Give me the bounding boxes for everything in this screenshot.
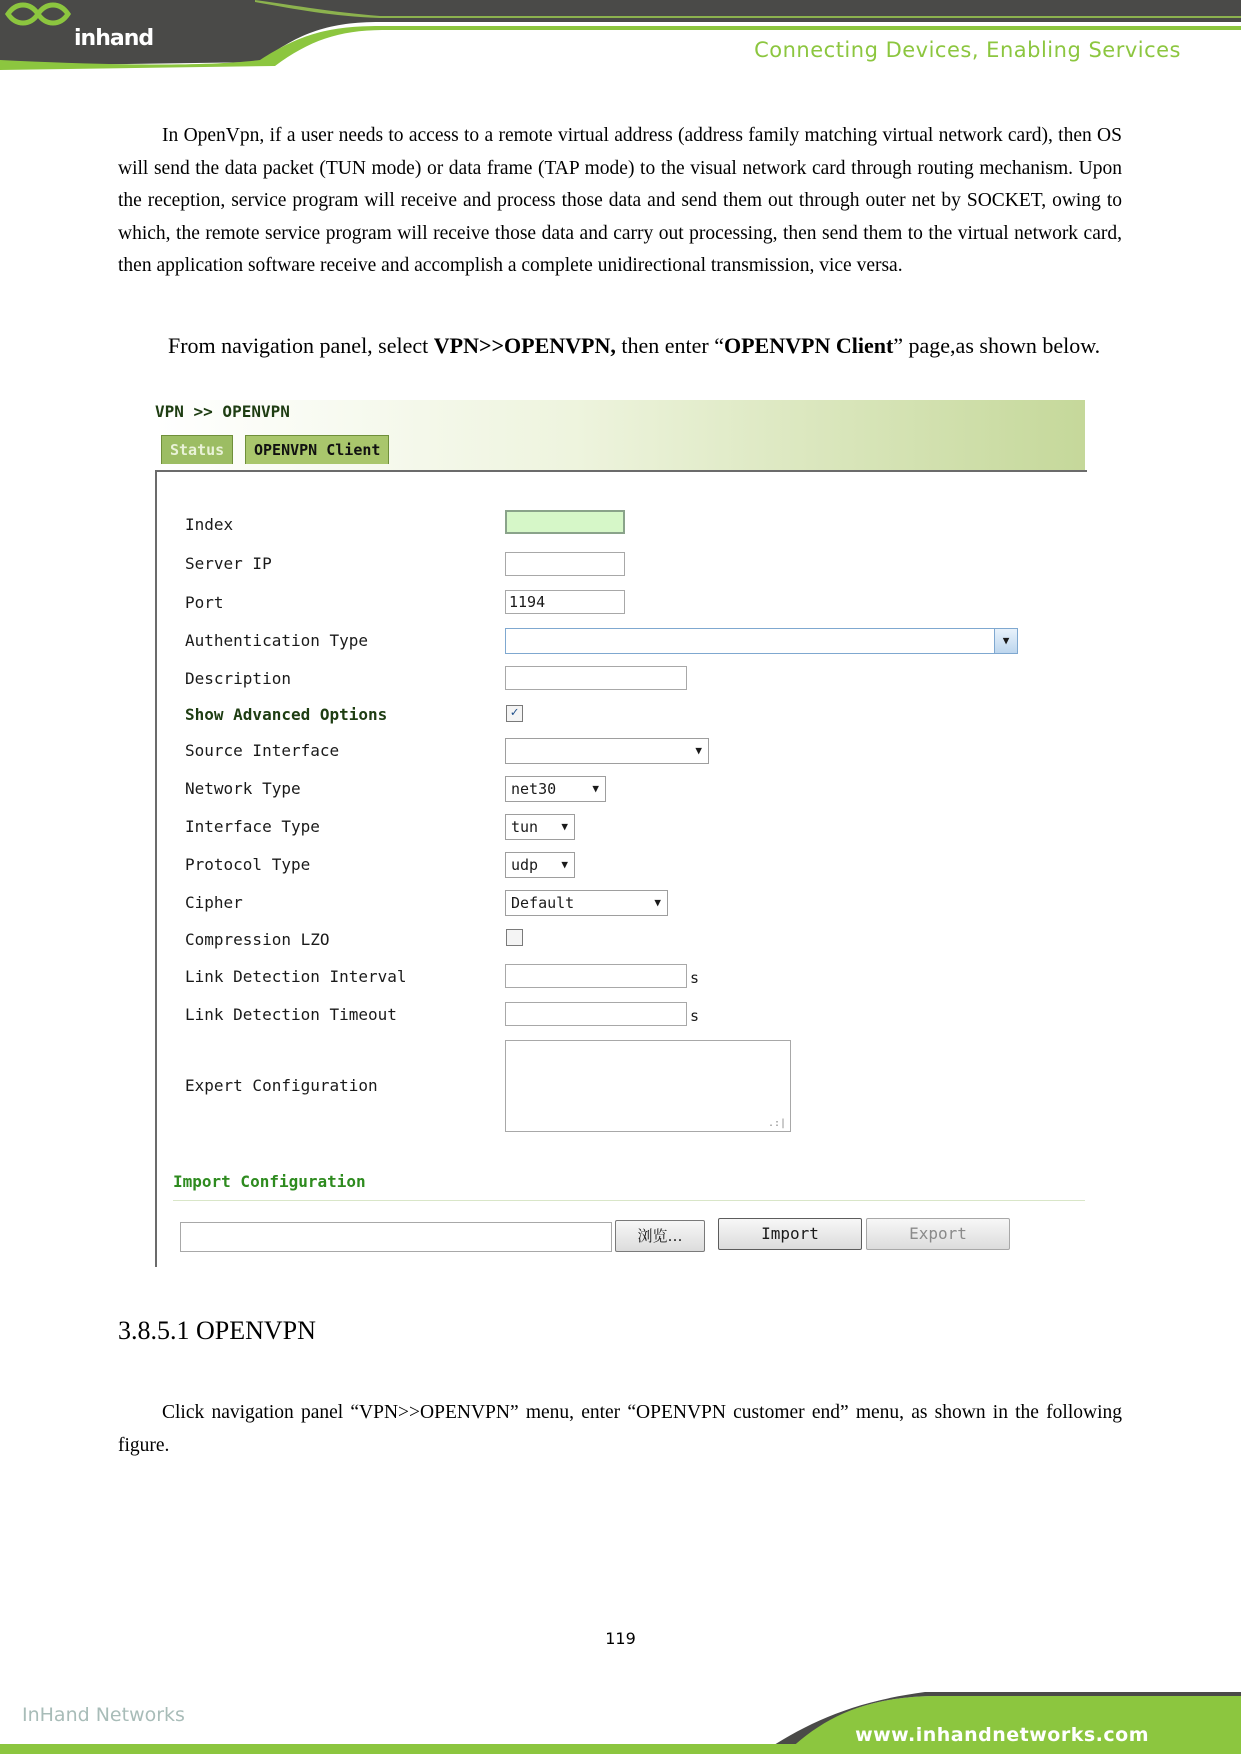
link-interval-unit: s — [690, 969, 700, 987]
protocol-type-select[interactable]: udp ▼ — [505, 852, 575, 878]
expert-config-label: Expert Configuration — [185, 1076, 378, 1095]
openvpn-client-screenshot — [155, 400, 1085, 1265]
page-footer — [0, 1680, 1241, 1754]
interface-type-select[interactable]: tun ▼ — [505, 814, 575, 840]
nav-path: VPN>>OPENVPN, — [433, 333, 616, 358]
link-timeout-label: Link Detection Timeout — [185, 1005, 397, 1024]
chevron-down-icon: ▼ — [695, 744, 702, 757]
footer-website[interactable]: www.inhandnetworks.com — [855, 1724, 1149, 1746]
source-interface-select[interactable] — [505, 738, 709, 764]
port-input[interactable]: 1194 — [505, 590, 625, 614]
expert-config-textarea[interactable] — [505, 1040, 791, 1132]
export-button[interactable]: Export — [866, 1218, 1010, 1250]
protocol-type-label: Protocol Type — [185, 855, 311, 874]
browse-button[interactable]: 浏览… — [615, 1220, 705, 1252]
network-type-select[interactable]: net30 ▼ — [505, 776, 606, 802]
description-input[interactable] — [505, 666, 687, 690]
auth-type-label: Authentication Type — [185, 631, 369, 650]
section-heading: 3.8.5.1 OPENVPN — [118, 1316, 316, 1345]
file-path-input[interactable] — [180, 1222, 612, 1252]
header-tagline: Connecting Devices, Enabling Services — [754, 38, 1181, 62]
index-input[interactable] — [505, 510, 625, 534]
form-panel — [155, 470, 1087, 1267]
chevron-down-icon: ▼ — [654, 896, 661, 909]
cipher-select[interactable]: Default ▼ — [505, 890, 668, 916]
tab-openvpn-client[interactable]: OPENVPN Client — [245, 435, 389, 464]
chevron-down-icon: ▼ — [561, 858, 568, 871]
server-ip-input[interactable] — [505, 552, 625, 576]
page-header — [0, 0, 1241, 70]
show-advanced-label: Show Advanced Options — [185, 705, 388, 724]
footer-company: InHand Networks — [22, 1704, 185, 1726]
import-divider — [173, 1200, 1085, 1201]
compression-checkbox[interactable] — [506, 929, 523, 946]
chevron-down-icon: ▼ — [561, 820, 568, 833]
description-label: Description — [185, 669, 291, 688]
logo-text: inhand — [74, 26, 154, 51]
import-button[interactable]: Import — [718, 1218, 862, 1250]
compression-label: Compression LZO — [185, 930, 330, 949]
source-interface-label: Source Interface — [185, 741, 340, 760]
page-name: OPENVPN Client — [724, 333, 894, 358]
interface-type-label: Interface Type — [185, 817, 320, 836]
section-paragraph — [118, 1397, 1122, 1462]
section-text: Click navigation panel “VPN>>OPENVPN” menu, enter “OPENVPN customer end” menu, as shown in the following figure. — [118, 1402, 1122, 1456]
screenshot-header — [155, 400, 1085, 470]
intro-text: In OpenVpn, if a user needs to access to a remote virtual address (address family matching virtual network card), then OS will send the data packet (TUN mode) or data frame (TAP mode) to the visual network card through routing mechanism. Upon the reception, service program will receive and process those data and send them out through outer net by SOCKET, owing to which, the remote service program will receive those data and carry out processing, then send them to the virtual network card, then application software receive and accomplish a complete unidirectional transmission, vice versa. — [118, 125, 1122, 276]
index-label: Index — [185, 515, 234, 534]
link-interval-label: Link Detection Interval — [185, 967, 407, 986]
link-timeout-unit: s — [690, 1007, 700, 1025]
resize-grip-icon[interactable]: .:| — [767, 1118, 786, 1129]
chevron-down-icon[interactable]: ▼ — [994, 629, 1017, 653]
network-type-label: Network Type — [185, 779, 301, 798]
import-config-title: Import Configuration — [173, 1172, 366, 1191]
intro-paragraph — [118, 120, 1122, 283]
link-interval-input[interactable] — [505, 964, 687, 988]
tab-status[interactable]: Status — [161, 435, 233, 464]
inhand-logo-icon — [0, 0, 76, 58]
chevron-down-icon: ▼ — [592, 782, 599, 795]
port-label: Port — [185, 593, 224, 612]
checkmark-icon: ✓ — [510, 705, 519, 720]
server-ip-label: Server IP — [185, 554, 272, 573]
show-advanced-checkbox[interactable] — [506, 705, 523, 722]
cipher-label: Cipher — [185, 893, 243, 912]
nav-instruction: From navigation panel, select VPN>>OPENVPN, then enter “OPENVPN Client” page,as shown below. — [168, 333, 1101, 358]
screenshot-title: VPN >> OPENVPN — [155, 402, 290, 421]
page-number: 119 — [605, 1629, 636, 1648]
auth-type-select[interactable] — [505, 628, 1018, 654]
link-timeout-input[interactable] — [505, 1002, 687, 1026]
